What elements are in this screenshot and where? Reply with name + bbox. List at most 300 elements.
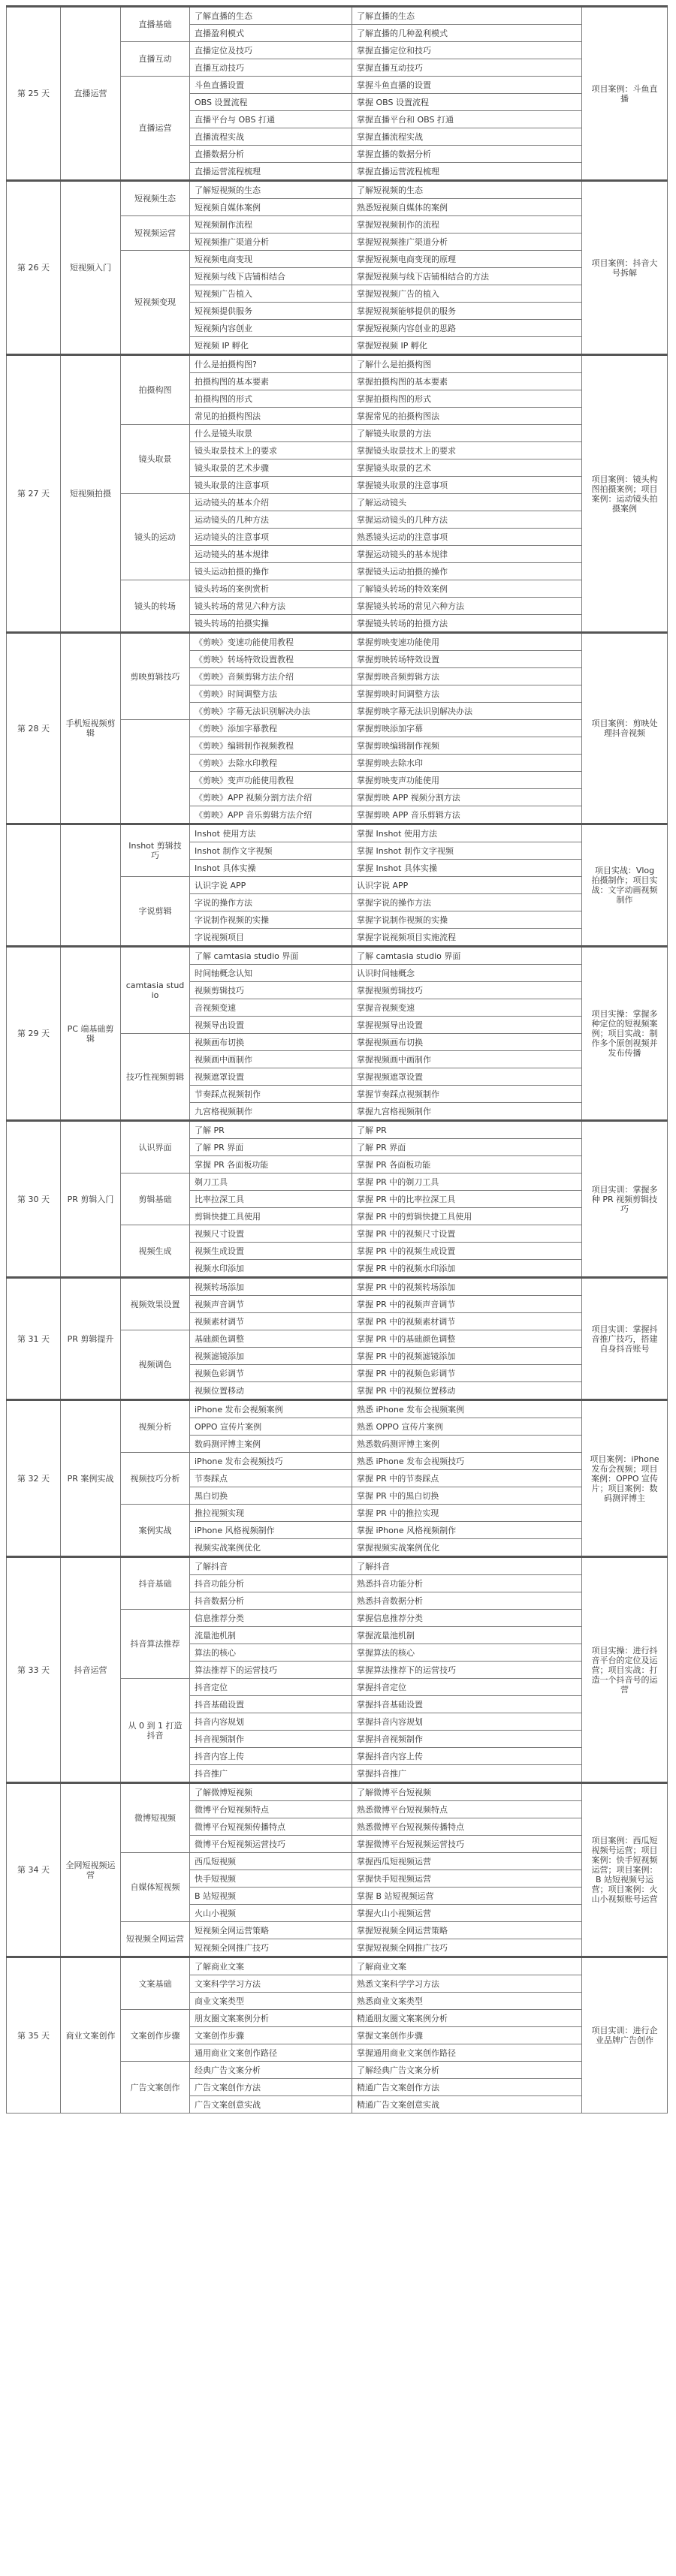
learning-goal: 掌握剪映 APP 视频分割方法 (352, 789, 582, 806)
learning-goal: 掌握斗鱼直播的设置 (352, 77, 582, 94)
submodule-label: 短视频生态 (121, 181, 190, 216)
learning-goal: 了解 PR (352, 1121, 582, 1139)
knowledge-point: 信息推荐分类 (190, 1610, 352, 1627)
learning-goal: 掌握剪映编辑制作视频 (352, 737, 582, 755)
submodule-label: 短视频变现 (121, 251, 190, 355)
module-label: 抖音运营 (61, 1557, 121, 1783)
learning-goal: 掌握视频画中画制作 (352, 1051, 582, 1068)
table-row (7, 824, 668, 842)
learning-goal: 掌握抖音内容规划 (352, 1713, 582, 1731)
learning-goal: 掌握短视频电商变现的原理 (352, 251, 582, 268)
knowledge-point: 抖音定位 (190, 1679, 352, 1696)
learning-goal: 了解镜头取景的方法 (352, 425, 582, 442)
day-label: 第 29 天 (7, 947, 61, 1121)
learning-goal: 掌握镜头转场的拍摄方法 (352, 615, 582, 633)
learning-goal: 掌握拍摄构图的基本要素 (352, 373, 582, 390)
learning-goal: 了解什么是拍摄构图 (352, 355, 582, 373)
knowledge-point: 抖音内容上传 (190, 1748, 352, 1765)
project-case: 项目实操：掌握多种定位的短视频案例；项目实战：制作多个原创视频并发布传播 (582, 947, 668, 1121)
knowledge-point: 了解短视频的生态 (190, 181, 352, 199)
module-label: PR 案例实战 (61, 1400, 121, 1557)
learning-goal: 掌握常见的拍摄构图法 (352, 408, 582, 425)
learning-goal: 掌握剪映 APP 音乐剪辑方法 (352, 806, 582, 824)
knowledge-point: 广告文案创意实战 (190, 2096, 352, 2114)
learning-goal: 掌握算法的核心 (352, 1644, 582, 1662)
learning-goal: 掌握短视频内容创业的思路 (352, 320, 582, 337)
knowledge-point: 《剪映》去除水印教程 (190, 755, 352, 772)
learning-goal: 掌握算法推荐下的运营技巧 (352, 1662, 582, 1679)
learning-goal: 掌握 B 站短视频运营 (352, 1888, 582, 1905)
learning-goal: 掌握 PR 中的视频尺寸设置 (352, 1225, 582, 1243)
learning-goal: 掌握西瓜短视频运营 (352, 1853, 582, 1870)
table-row (7, 633, 668, 651)
knowledge-point: 《剪映》变声功能使用教程 (190, 772, 352, 789)
knowledge-point: 视频转场添加 (190, 1278, 352, 1296)
day-label: 第 32 天 (7, 1400, 61, 1557)
submodule-label: camtasia studio (121, 947, 190, 1034)
learning-goal: 掌握 PR 中的视频素材调节 (352, 1313, 582, 1330)
learning-goal: 了解经典广告文案分析 (352, 2062, 582, 2079)
knowledge-point: 《剪映》变速功能使用教程 (190, 633, 352, 651)
table-row (7, 1957, 668, 1975)
learning-goal: 认识字说 APP (352, 877, 582, 894)
learning-goal: 掌握 OBS 设置流程 (352, 94, 582, 111)
knowledge-point: 了解 PR 界面 (190, 1139, 352, 1156)
submodule-label: 视频分析 (121, 1400, 190, 1453)
knowledge-point: 抖音功能分析 (190, 1575, 352, 1592)
knowledge-point: 抖音推广 (190, 1765, 352, 1783)
learning-goal: 掌握剪映添加字幕 (352, 720, 582, 737)
project-case: 项目案例：剪映处理抖音视频 (582, 633, 668, 824)
learning-goal: 掌握 PR 中的节奏踩点 (352, 1470, 582, 1487)
knowledge-point: 推拉视频实现 (190, 1505, 352, 1522)
submodule-label: 剪辑基础 (121, 1174, 190, 1225)
knowledge-point: 直播流程实战 (190, 128, 352, 146)
learning-goal: 精通广告文案创意实战 (352, 2096, 582, 2114)
submodule-label: 文案创作步骤 (121, 2010, 190, 2062)
knowledge-point: 视频位置移动 (190, 1382, 352, 1400)
knowledge-point: 镜头取景技术上的要求 (190, 442, 352, 459)
learning-goal: 掌握通用商业文案创作路径 (352, 2044, 582, 2062)
learning-goal: 掌握直播流程实战 (352, 128, 582, 146)
knowledge-point: 算法推荐下的运营技巧 (190, 1662, 352, 1679)
learning-goal: 掌握抖音定位 (352, 1679, 582, 1696)
knowledge-point: 视频实战案例优化 (190, 1539, 352, 1557)
submodule-label: 直播基础 (121, 7, 190, 42)
learning-goal: 掌握视频剪辑技巧 (352, 982, 582, 999)
knowledge-point: 《剪映》APP 视频分割方法介绍 (190, 789, 352, 806)
knowledge-point: 《剪映》音频剪辑方法介绍 (190, 668, 352, 685)
knowledge-point: 镜头取景的艺术步骤 (190, 459, 352, 477)
knowledge-point: 短视频推广渠道分析 (190, 233, 352, 251)
project-case: 项目实战：Vlog 拍摄制作；项目实战：文字动画视频制作 (582, 824, 668, 947)
knowledge-point: 抖音视频制作 (190, 1731, 352, 1748)
learning-goal: 掌握短视频与线下店铺相结合的方法 (352, 268, 582, 285)
project-case: 项目案例：抖音大号拆解 (582, 181, 668, 355)
day-label: 第 25 天 (7, 7, 61, 181)
project-case: 项目实训：掌握抖音推广技巧，搭建自身抖音账号 (582, 1278, 668, 1400)
learning-goal: 精通朋友圈文案案例分析 (352, 2010, 582, 2027)
knowledge-point: 运动镜头的几种方法 (190, 511, 352, 529)
knowledge-point: 短视频制作流程 (190, 216, 352, 233)
learning-goal: 掌握 Inshot 制作文字视频 (352, 842, 582, 860)
learning-goal: 熟悉文案科学学习方法 (352, 1975, 582, 1993)
learning-goal: 掌握 Inshot 使用方法 (352, 824, 582, 842)
knowledge-point: 黑白切换 (190, 1487, 352, 1505)
learning-goal: 掌握短视频能够提供的服务 (352, 303, 582, 320)
learning-goal: 掌握直播互动技巧 (352, 59, 582, 77)
knowledge-point: 视频导出设置 (190, 1017, 352, 1034)
knowledge-point: 什么是拍摄构图? (190, 355, 352, 373)
knowledge-point: 拍摄构图的形式 (190, 390, 352, 408)
module-label: 短视频拍摄 (61, 355, 121, 633)
learning-goal: 熟悉商业文案类型 (352, 1993, 582, 2010)
day-label: 第 27 天 (7, 355, 61, 633)
learning-goal: 掌握镜头运动拍摄的操作 (352, 563, 582, 580)
learning-goal: 掌握视频导出设置 (352, 1017, 582, 1034)
submodule-label: 微博短视频 (121, 1783, 190, 1853)
learning-goal: 掌握剪映变速功能使用 (352, 633, 582, 651)
knowledge-point: 微博平台短视频运营技巧 (190, 1836, 352, 1853)
module-label: 手机短视频剪辑 (61, 633, 121, 824)
knowledge-point: 了解微博短视频 (190, 1783, 352, 1801)
knowledge-point: 剃刀工具 (190, 1174, 352, 1191)
knowledge-point: 了解抖音 (190, 1557, 352, 1575)
knowledge-point: 短视频全网运营策略 (190, 1922, 352, 1939)
submodule-label: 文案基础 (121, 1957, 190, 2010)
project-case: 项目案例：iPhone 发布会视频；项目案例：OPPO 宣传片；项目案例：数码测评博主 (582, 1400, 668, 1557)
knowledge-point: 短视频与线下店铺相结合 (190, 268, 352, 285)
knowledge-point: 视频水印添加 (190, 1260, 352, 1278)
knowledge-point: 视频色彩调节 (190, 1365, 352, 1382)
module-label: 短视频入门 (61, 181, 121, 355)
learning-goal: 掌握 iPhone 风格视频制作 (352, 1522, 582, 1539)
learning-goal: 掌握火山小视频运营 (352, 1905, 582, 1922)
knowledge-point: 直播运营流程梳理 (190, 163, 352, 181)
knowledge-point: 朋友圈文案案例分析 (190, 2010, 352, 2027)
learning-goal: 掌握快手短视频运营 (352, 1870, 582, 1888)
knowledge-point: 视频尺寸设置 (190, 1225, 352, 1243)
learning-goal: 掌握 PR 中的视频水印添加 (352, 1260, 582, 1278)
knowledge-point: 短视频自媒体案例 (190, 199, 352, 216)
learning-goal: 掌握字说的操作方法 (352, 894, 582, 911)
knowledge-point: 了解 camtasia studio 界面 (190, 947, 352, 965)
knowledge-point: 直播盈利模式 (190, 25, 352, 42)
knowledge-point: Inshot 具体实操 (190, 860, 352, 877)
knowledge-point: 西瓜短视频 (190, 1853, 352, 1870)
learning-goal: 掌握镜头取景的注意事项 (352, 477, 582, 494)
learning-goal: 熟悉抖音功能分析 (352, 1575, 582, 1592)
learning-goal: 掌握直播的数据分析 (352, 146, 582, 163)
knowledge-point: B 站短视频 (190, 1888, 352, 1905)
learning-goal: 掌握直播运营流程梳理 (352, 163, 582, 181)
learning-goal: 掌握 PR 各面板功能 (352, 1156, 582, 1174)
module-label: 直播运营 (61, 7, 121, 181)
module-label (61, 824, 121, 947)
knowledge-point: 短视频全网推广技巧 (190, 1939, 352, 1957)
table-row (7, 355, 668, 373)
knowledge-point: 视频剪辑技巧 (190, 982, 352, 999)
knowledge-point: 时间轴概念认知 (190, 965, 352, 982)
curriculum-table (6, 5, 668, 2114)
knowledge-point: 《剪映》编辑制作视频教程 (190, 737, 352, 755)
knowledge-point: 音视频变速 (190, 999, 352, 1017)
learning-goal: 掌握抖音视频制作 (352, 1731, 582, 1748)
knowledge-point: 字说视频项目 (190, 929, 352, 947)
submodule-label: 视频效果设置 (121, 1278, 190, 1330)
submodule-label: 视频技巧分析 (121, 1453, 190, 1505)
table-row (7, 1278, 668, 1296)
knowledge-point: OBS 设置流程 (190, 94, 352, 111)
knowledge-point: 镜头运动拍摄的操作 (190, 563, 352, 580)
knowledge-point: 直播定位及技巧 (190, 42, 352, 59)
learning-goal: 掌握剪映字幕无法识别解决办法 (352, 703, 582, 720)
learning-goal: 掌握抖音基础设置 (352, 1696, 582, 1713)
learning-goal: 掌握短视频广告的植入 (352, 285, 582, 303)
knowledge-point: 视频声音调节 (190, 1296, 352, 1313)
learning-goal: 掌握直播定位和技巧 (352, 42, 582, 59)
knowledge-point: 视频画布切换 (190, 1034, 352, 1051)
submodule-label (121, 720, 190, 824)
knowledge-point: 《剪映》时间调整方法 (190, 685, 352, 703)
knowledge-point: 《剪映》APP 音乐剪辑方法介绍 (190, 806, 352, 824)
learning-goal: 掌握短视频全网运营策略 (352, 1922, 582, 1939)
project-case: 项目实训：掌握多种 PR 视频剪辑技巧 (582, 1121, 668, 1278)
knowledge-point: 广告文案创作方法 (190, 2079, 352, 2096)
learning-goal: 了解运动镜头 (352, 494, 582, 511)
curriculum-body (7, 7, 668, 2114)
learning-goal: 掌握 PR 中的剃刀工具 (352, 1174, 582, 1191)
project-case: 项目案例：镜头构图拍摄案例；项目案例：运动镜头拍摄案例 (582, 355, 668, 633)
day-label: 第 26 天 (7, 181, 61, 355)
submodule-label: 直播互动 (121, 42, 190, 77)
submodule-label: 镜头的运动 (121, 494, 190, 580)
learning-goal: 掌握视频画布切换 (352, 1034, 582, 1051)
knowledge-point: OPPO 宣传片案例 (190, 1418, 352, 1436)
learning-goal: 熟悉镜头运动的注意事项 (352, 529, 582, 546)
knowledge-point: 《剪映》转场特效设置教程 (190, 651, 352, 668)
learning-goal: 熟悉 iPhone 发布会视频技巧 (352, 1453, 582, 1470)
knowledge-point: 视频生成设置 (190, 1243, 352, 1260)
knowledge-point: 《剪映》添加字幕教程 (190, 720, 352, 737)
learning-goal: 掌握节奏踩点视频制作 (352, 1086, 582, 1103)
learning-goal: 掌握音视频变速 (352, 999, 582, 1017)
knowledge-point: Inshot 制作文字视频 (190, 842, 352, 860)
knowledge-point: 常见的拍摄构图法 (190, 408, 352, 425)
knowledge-point: 流量池机制 (190, 1627, 352, 1644)
table-row (7, 1783, 668, 1801)
knowledge-point: 剪辑快捷工具使用 (190, 1208, 352, 1225)
knowledge-point: 商业文案类型 (190, 1993, 352, 2010)
day-label: 第 30 天 (7, 1121, 61, 1278)
learning-goal: 掌握镜头取景技术上的要求 (352, 442, 582, 459)
knowledge-point: iPhone 发布会视频技巧 (190, 1453, 352, 1470)
submodule-label: 视频调色 (121, 1330, 190, 1400)
learning-goal: 掌握拍摄构图的形式 (352, 390, 582, 408)
day-label: 第 35 天 (7, 1957, 61, 2114)
learning-goal: 掌握短视频全网推广技巧 (352, 1939, 582, 1957)
knowledge-point: 算法的核心 (190, 1644, 352, 1662)
submodule-label: 短视频运营 (121, 216, 190, 251)
project-case: 项目案例：斗鱼直播 (582, 7, 668, 181)
learning-goal: 掌握流量池机制 (352, 1627, 582, 1644)
submodule-label: 从 0 到 1 打造抖音 (121, 1679, 190, 1783)
knowledge-point: 镜头取景的注意事项 (190, 477, 352, 494)
knowledge-point: iPhone 发布会视频案例 (190, 1400, 352, 1418)
knowledge-point: 文案创作步骤 (190, 2027, 352, 2044)
learning-goal: 了解微博平台短视频 (352, 1783, 582, 1801)
knowledge-point: 了解商业文案 (190, 1957, 352, 1975)
learning-goal: 掌握 PR 中的比率拉深工具 (352, 1191, 582, 1208)
learning-goal: 精通广告文案创作方法 (352, 2079, 582, 2096)
submodule-label: 视频生成 (121, 1225, 190, 1278)
knowledge-point: 经典广告文案分析 (190, 2062, 352, 2079)
submodule-label: 广告文案创作 (121, 2062, 190, 2114)
learning-goal: 掌握 PR 中的推拉实现 (352, 1505, 582, 1522)
learning-goal: 认识时间轴概念 (352, 965, 582, 982)
knowledge-point: 火山小视频 (190, 1905, 352, 1922)
submodule-label: 剪映剪辑技巧 (121, 633, 190, 720)
knowledge-point: 九宫格视频制作 (190, 1103, 352, 1121)
learning-goal: 掌握剪映变声功能使用 (352, 772, 582, 789)
submodule-label: 抖音算法推荐 (121, 1610, 190, 1679)
knowledge-point: 镜头转场的常见六种方法 (190, 598, 352, 615)
submodule-label: 拍摄构图 (121, 355, 190, 425)
knowledge-point: 短视频 IP 孵化 (190, 337, 352, 355)
learning-goal: 掌握剪映去除水印 (352, 755, 582, 772)
knowledge-point: 视频画中画制作 (190, 1051, 352, 1068)
learning-goal: 了解镜头转场的特效案例 (352, 580, 582, 598)
knowledge-point: 节奏踩点 (190, 1470, 352, 1487)
knowledge-point: 斗鱼直播设置 (190, 77, 352, 94)
knowledge-point: 字说的操作方法 (190, 894, 352, 911)
knowledge-point: 认识字说 APP (190, 877, 352, 894)
knowledge-point: 了解直播的生态 (190, 7, 352, 25)
knowledge-point: 短视频电商变现 (190, 251, 352, 268)
knowledge-point: 运动镜头的注意事项 (190, 529, 352, 546)
knowledge-point: 运动镜头的基本介绍 (190, 494, 352, 511)
learning-goal: 熟悉数码测评博主案例 (352, 1436, 582, 1453)
submodule-label: Inshot 剪辑技巧 (121, 824, 190, 877)
knowledge-point: 微博平台短视频特点 (190, 1801, 352, 1818)
day-label: 第 33 天 (7, 1557, 61, 1783)
learning-goal: 掌握 PR 中的剪辑快捷工具使用 (352, 1208, 582, 1225)
learning-goal: 掌握镜头转场的常见六种方法 (352, 598, 582, 615)
module-label: PR 剪辑提升 (61, 1278, 121, 1400)
learning-goal: 掌握文案创作步骤 (352, 2027, 582, 2044)
learning-goal: 掌握 PR 中的视频声音调节 (352, 1296, 582, 1313)
learning-goal: 掌握运动镜头的几种方法 (352, 511, 582, 529)
learning-goal: 掌握 PR 中的视频滤镜添加 (352, 1348, 582, 1365)
knowledge-point: 字说制作视频的实操 (190, 911, 352, 929)
module-label: 全网短视频运营 (61, 1783, 121, 1957)
learning-goal: 掌握抖音推广 (352, 1765, 582, 1783)
knowledge-point: 视频素材调节 (190, 1313, 352, 1330)
table-row (7, 1121, 668, 1139)
learning-goal: 了解 PR 界面 (352, 1139, 582, 1156)
learning-goal: 掌握剪映音频剪辑方法 (352, 668, 582, 685)
knowledge-point: 了解 PR (190, 1121, 352, 1139)
project-case: 项目案例：西瓜短视频号运营；项目案例：快手短视频运营；项目案例：B 站短视频号运营；项目案例：火山小视频账号运营 (582, 1783, 668, 1957)
submodule-label: 案例实战 (121, 1505, 190, 1557)
knowledge-point: 快手短视频 (190, 1870, 352, 1888)
learning-goal: 掌握短视频制作的流程 (352, 216, 582, 233)
knowledge-point: 比率拉深工具 (190, 1191, 352, 1208)
learning-goal: 掌握 Inshot 具体实操 (352, 860, 582, 877)
table-row (7, 1400, 668, 1418)
knowledge-point: 短视频提供服务 (190, 303, 352, 320)
submodule-label: 认识界面 (121, 1121, 190, 1174)
knowledge-point: 镜头转场的拍摄实操 (190, 615, 352, 633)
learning-goal: 掌握视频实战案例优化 (352, 1539, 582, 1557)
knowledge-point: 直播互动技巧 (190, 59, 352, 77)
learning-goal: 了解抖音 (352, 1557, 582, 1575)
learning-goal: 熟悉 OPPO 宣传片案例 (352, 1418, 582, 1436)
learning-goal: 掌握视频遮罩设置 (352, 1068, 582, 1086)
table-row (7, 947, 668, 965)
submodule-label: 技巧性视频剪辑 (121, 1034, 190, 1121)
learning-goal: 熟悉微博平台短视频特点 (352, 1801, 582, 1818)
submodule-label: 镜头取景 (121, 425, 190, 494)
learning-goal: 掌握 PR 中的视频色彩调节 (352, 1365, 582, 1382)
learning-goal: 掌握直播平台和 OBS 打通 (352, 111, 582, 128)
learning-goal: 熟悉短视频自媒体的案例 (352, 199, 582, 216)
learning-goal: 掌握 PR 中的视频转场添加 (352, 1278, 582, 1296)
knowledge-point: 通用商业文案创作路径 (190, 2044, 352, 2062)
table-row (7, 181, 668, 199)
day-label: 第 34 天 (7, 1783, 61, 1957)
learning-goal: 了解商业文案 (352, 1957, 582, 1975)
knowledge-point: 运动镜头的基本规律 (190, 546, 352, 563)
learning-goal: 了解 camtasia studio 界面 (352, 947, 582, 965)
knowledge-point: 抖音基础设置 (190, 1696, 352, 1713)
knowledge-point: 拍摄构图的基本要素 (190, 373, 352, 390)
learning-goal: 掌握抖音内容上传 (352, 1748, 582, 1765)
project-case: 项目实操：进行抖音平台的定位及运营；项目实战：打造一个抖音号的运营 (582, 1557, 668, 1783)
knowledge-point: 直播数据分析 (190, 146, 352, 163)
learning-goal: 了解直播的几种盈利模式 (352, 25, 582, 42)
submodule-label: 短视频全网运营 (121, 1922, 190, 1957)
knowledge-point: 《剪映》字幕无法识别解决办法 (190, 703, 352, 720)
learning-goal: 掌握 PR 中的基础颜色调整 (352, 1330, 582, 1348)
knowledge-point: 抖音数据分析 (190, 1592, 352, 1610)
knowledge-point: 抖音内容规划 (190, 1713, 352, 1731)
submodule-label: 字说剪辑 (121, 877, 190, 947)
learning-goal: 了解短视频的生态 (352, 181, 582, 199)
knowledge-point: 镜头转场的案例赏析 (190, 580, 352, 598)
learning-goal: 掌握剪映转场特效设置 (352, 651, 582, 668)
knowledge-point: 掌握 PR 各面板功能 (190, 1156, 352, 1174)
table-row (7, 1557, 668, 1575)
learning-goal: 掌握镜头取景的艺术 (352, 459, 582, 477)
submodule-label: 抖音基础 (121, 1557, 190, 1610)
knowledge-point: 文案科学学习方法 (190, 1975, 352, 1993)
submodule-label: 镜头的转场 (121, 580, 190, 633)
learning-goal: 掌握信息推荐分类 (352, 1610, 582, 1627)
learning-goal: 熟悉微博平台短视频传播特点 (352, 1818, 582, 1836)
module-label: 商业文案创作 (61, 1957, 121, 2114)
knowledge-point: 短视频广告植入 (190, 285, 352, 303)
submodule-label: 自媒体短视频 (121, 1853, 190, 1922)
learning-goal: 掌握短视频推广渠道分析 (352, 233, 582, 251)
learning-goal: 掌握短视频 IP 孵化 (352, 337, 582, 355)
learning-goal: 掌握字说制作视频的实操 (352, 911, 582, 929)
learning-goal: 熟悉抖音数据分析 (352, 1592, 582, 1610)
module-label: PC 端基础剪辑 (61, 947, 121, 1121)
knowledge-point: 短视频内容创业 (190, 320, 352, 337)
table-row (7, 7, 668, 25)
knowledge-point: iPhone 风格视频制作 (190, 1522, 352, 1539)
